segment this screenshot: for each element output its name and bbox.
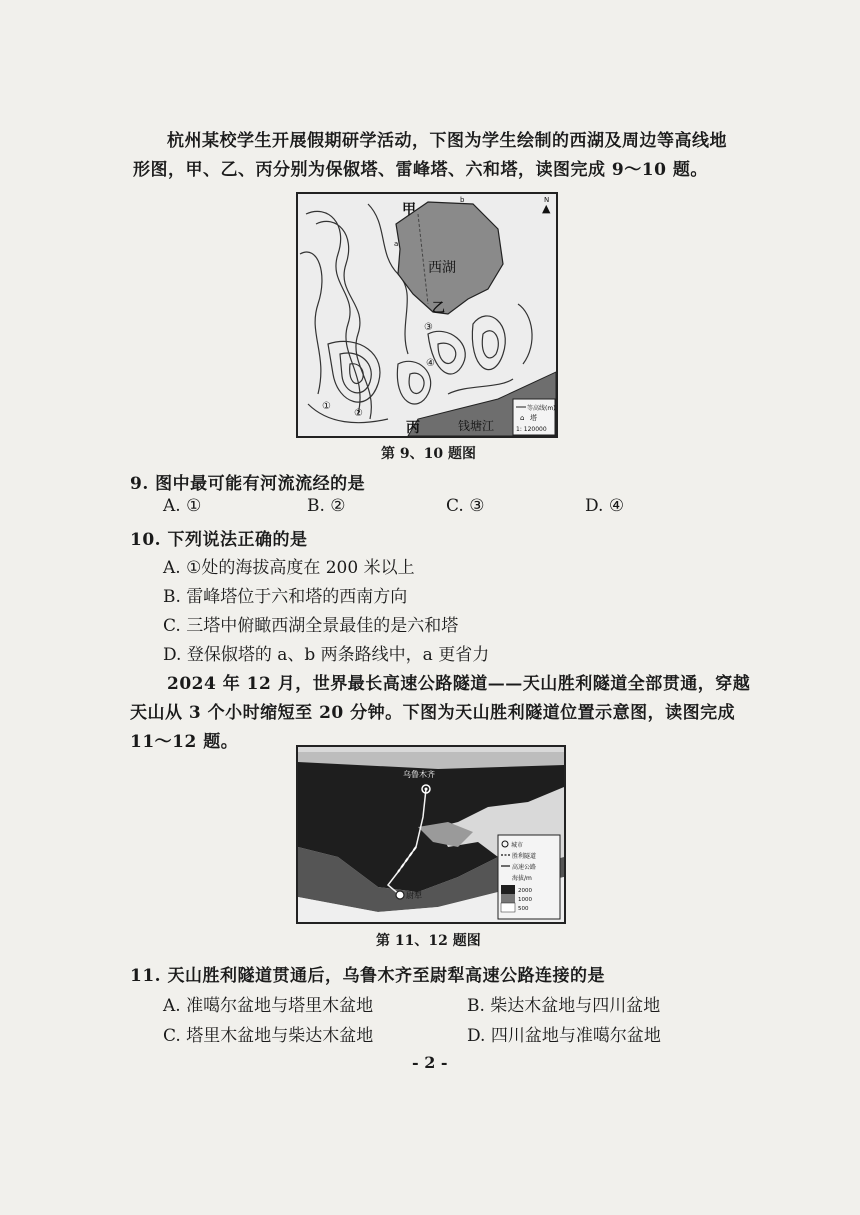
legend-elev-500: 500 [518, 906, 529, 912]
q9-option-a[interactable]: A. ① [163, 496, 202, 516]
q11-option-a[interactable]: A. 准噶尔盆地与塔里木盆地 [163, 996, 374, 1016]
figure1-caption: 第 9、10 题图 [381, 446, 476, 462]
scale-label: 1: 120000 [516, 426, 547, 433]
mark-2: ② [354, 408, 363, 419]
label-a: a [394, 240, 399, 248]
q10-option-a[interactable]: A. ①处的海拔高度在 200 米以上 [163, 558, 415, 578]
west-lake-contour-map [296, 192, 558, 438]
q11-stem: 11. 天山胜利隧道贯通后，乌鲁木齐至尉犁高速公路连接的是 [130, 966, 605, 986]
mark-3: ③ [424, 322, 433, 333]
passage2-line1: 2024 年 12 月，世界最长高速公路隧道——天山胜利隧道全部贯通，穿越 [167, 674, 751, 694]
q11-option-b[interactable]: B. 柴达木盆地与四川盆地 [467, 996, 661, 1016]
tower-icon: ⌂ [520, 414, 525, 422]
legend-city: 城市 [511, 842, 524, 849]
mark-4: ④ [426, 358, 435, 369]
north-arrow-icon: ▲ [542, 202, 551, 215]
q10-stem: 10. 下列说法正确的是 [130, 530, 308, 550]
label-jia: 甲 [402, 202, 416, 218]
q10-option-b[interactable]: B. 雷峰塔位于六和塔的西南方向 [163, 587, 408, 607]
q11-option-d[interactable]: D. 四川盆地与准噶尔盆地 [467, 1026, 661, 1046]
north-label: N [544, 196, 550, 204]
label-yi: 乙 [432, 301, 446, 316]
passage1-line2: 形图，甲、乙、丙分别为保俶塔、雷峰塔、六和塔，读图完成 9～10 题。 [133, 160, 708, 180]
page-number: - 2 - [412, 1053, 448, 1072]
mark-1: ① [322, 401, 331, 412]
passage1-line1: 杭州某校学生开展假期研学活动，下图为学生绘制的西湖及周边等高线地 [167, 131, 727, 151]
q9-option-c[interactable]: C. ③ [446, 496, 485, 516]
city-yuli: 尉犁 [406, 891, 422, 900]
legend-tunnel: 胜利隧道 [512, 853, 537, 860]
city-urumqi: 乌鲁木齐 [403, 770, 435, 779]
lake-label: 西湖 [428, 260, 456, 276]
q9-option-b[interactable]: B. ② [307, 496, 346, 516]
passage2-line3: 11～12 题。 [130, 732, 239, 752]
legend-contour: 等高线(m) [527, 405, 556, 412]
legend-elev-title: 海拔/m [512, 875, 532, 882]
yuli-city-icon [396, 891, 404, 899]
q10-option-c[interactable]: C. 三塔中俯瞰西湖全景最佳的是六和塔 [163, 616, 459, 636]
q10-option-d[interactable]: D. 登保俶塔的 a、b 两条路线中，a 更省力 [163, 645, 490, 665]
figure2-caption: 第 11、12 题图 [376, 933, 481, 949]
legend-elev-1000: 1000 [518, 897, 532, 903]
q9-stem: 9. 图中最可能有河流流经的是 [130, 474, 366, 494]
q9-option-d[interactable]: D. ④ [585, 496, 625, 516]
river-label: 钱塘江 [458, 419, 495, 433]
legend-elev-2000: 2000 [518, 888, 532, 894]
legend-highway: 高速公路 [512, 864, 537, 871]
passage2-line2: 天山从 3 个小时缩短至 20 分钟。下图为天山胜利隧道位置示意图，读图完成 [130, 703, 736, 723]
contour-map-svg [298, 194, 556, 436]
label-bing: 丙 [406, 420, 420, 436]
legend-tower: 塔 [530, 414, 537, 422]
tunnel-map-svg [298, 747, 564, 922]
tianshan-tunnel-map [296, 745, 566, 924]
q11-option-c[interactable]: C. 塔里木盆地与柴达木盆地 [163, 1026, 374, 1046]
label-b: b [460, 196, 465, 204]
